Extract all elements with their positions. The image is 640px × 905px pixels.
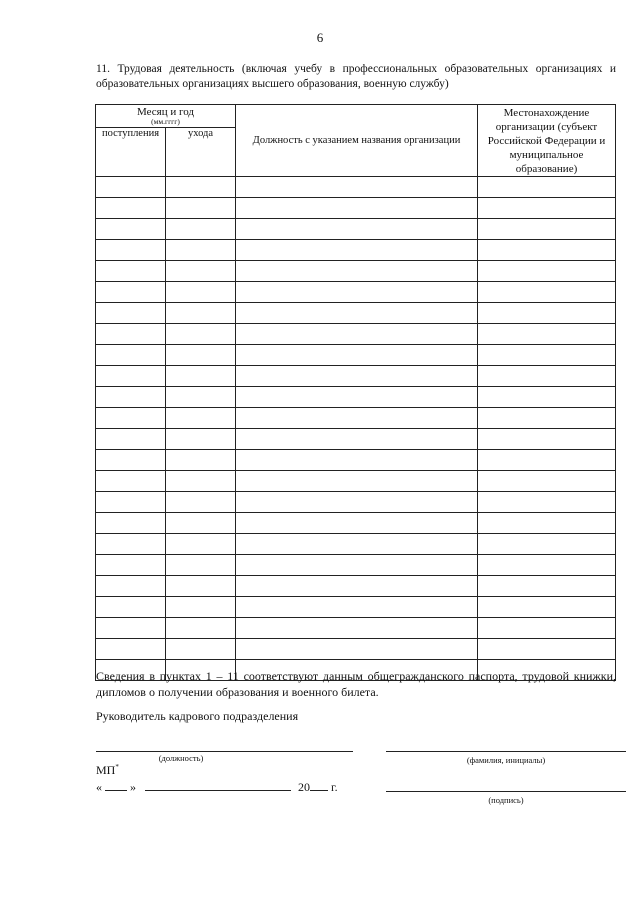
table-row	[96, 261, 616, 282]
location-cell[interactable]	[478, 534, 616, 555]
location-cell[interactable]	[478, 219, 616, 240]
end-date-cell[interactable]	[166, 261, 236, 282]
table-row	[96, 345, 616, 366]
position-cell[interactable]	[236, 513, 478, 534]
work-history-table	[95, 104, 616, 681]
location-cell[interactable]	[478, 303, 616, 324]
year-blank[interactable]	[310, 780, 328, 791]
end-date-cell[interactable]	[166, 282, 236, 303]
location-cell[interactable]	[478, 597, 616, 618]
location-cell[interactable]	[478, 429, 616, 450]
start-date-cell[interactable]	[96, 198, 166, 219]
location-cell[interactable]	[478, 576, 616, 597]
start-date-cell[interactable]	[96, 345, 166, 366]
position-cell[interactable]	[236, 261, 478, 282]
position-cell[interactable]	[236, 429, 478, 450]
location-cell[interactable]	[478, 387, 616, 408]
end-date-cell[interactable]	[166, 618, 236, 639]
location-cell[interactable]	[478, 555, 616, 576]
start-date-cell[interactable]	[96, 450, 166, 471]
start-date-cell[interactable]	[96, 639, 166, 660]
table-row	[96, 471, 616, 492]
date-close-quote: »	[130, 780, 136, 794]
table-row	[96, 618, 616, 639]
table-row	[96, 324, 616, 345]
position-cell[interactable]	[236, 282, 478, 303]
location-cell[interactable]	[478, 177, 616, 198]
signature-caption: (подпись)	[488, 795, 524, 805]
location-cell[interactable]	[478, 471, 616, 492]
year-prefix: 20	[298, 780, 310, 794]
end-date-cell[interactable]	[166, 387, 236, 408]
table-row	[96, 366, 616, 387]
end-date-cell[interactable]	[166, 219, 236, 240]
seal-label	[96, 763, 119, 778]
position-cell[interactable]	[236, 597, 478, 618]
location-cell[interactable]	[478, 408, 616, 429]
table-row	[96, 303, 616, 324]
end-date-cell[interactable]	[166, 324, 236, 345]
position-cell[interactable]	[236, 450, 478, 471]
end-date-cell[interactable]	[166, 198, 236, 219]
location-cell[interactable]	[478, 261, 616, 282]
position-cell[interactable]	[236, 177, 478, 198]
start-date-cell[interactable]	[96, 555, 166, 576]
position-cell[interactable]	[236, 618, 478, 639]
statement-text: Сведения в пунктах 1 – 11 соответствуют данным общегражданского паспорта, трудовой книжки, дипломов о получении образования и военного билета.	[96, 669, 616, 699]
end-date-cell[interactable]	[166, 597, 236, 618]
start-date-cell[interactable]	[96, 366, 166, 387]
start-date-cell[interactable]	[96, 429, 166, 450]
end-date-cell[interactable]	[166, 576, 236, 597]
end-date-cell[interactable]	[166, 429, 236, 450]
end-date-cell[interactable]	[166, 408, 236, 429]
position-cell[interactable]	[236, 471, 478, 492]
start-date-cell[interactable]	[96, 261, 166, 282]
location-cell[interactable]	[478, 282, 616, 303]
start-date-cell[interactable]	[96, 177, 166, 198]
end-date-cell[interactable]	[166, 639, 236, 660]
table-row	[96, 513, 616, 534]
location-cell[interactable]	[478, 324, 616, 345]
end-date-cell[interactable]	[166, 450, 236, 471]
position-cell[interactable]	[236, 492, 478, 513]
position-cell[interactable]	[236, 576, 478, 597]
section-heading: 11. Трудовая деятельность (включая учебу в профессиональных образовательных организациях и образовательных организациях высшего образования, военную службу)	[96, 63, 616, 90]
position-cell[interactable]	[236, 387, 478, 408]
start-date-cell[interactable]	[96, 408, 166, 429]
location-cell[interactable]	[478, 198, 616, 219]
start-date-cell[interactable]	[96, 597, 166, 618]
end-date-cell[interactable]	[166, 177, 236, 198]
start-date-cell[interactable]	[96, 324, 166, 345]
end-date-cell[interactable]	[166, 534, 236, 555]
position-cell[interactable]	[236, 345, 478, 366]
position-cell[interactable]	[236, 366, 478, 387]
table-row	[96, 387, 616, 408]
table-row	[96, 639, 616, 660]
start-date-cell[interactable]	[96, 282, 166, 303]
date-open-quote: «	[96, 780, 102, 794]
position-cell[interactable]	[236, 324, 478, 345]
table-row	[96, 555, 616, 576]
month-year-label: Месяц и год	[136, 105, 195, 118]
date-line	[96, 780, 338, 795]
position-cell[interactable]	[236, 303, 478, 324]
start-date-cell[interactable]	[96, 576, 166, 597]
page-number: 6	[316, 30, 324, 45]
location-cell[interactable]	[478, 240, 616, 261]
table-row	[96, 177, 616, 198]
position-cell[interactable]	[236, 219, 478, 240]
table-row	[96, 429, 616, 450]
start-date-cell[interactable]	[96, 618, 166, 639]
position-header: Должность с указанием названия организации	[236, 105, 478, 177]
table-body	[96, 177, 616, 681]
table-row	[96, 198, 616, 219]
end-date-cell[interactable]	[166, 492, 236, 513]
seal-footnote-mark: *	[115, 763, 119, 771]
start-date-cell[interactable]	[96, 513, 166, 534]
seal-text: МП	[96, 763, 116, 777]
end-date-cell[interactable]	[166, 555, 236, 576]
position-cell[interactable]	[236, 408, 478, 429]
year-suffix: г.	[331, 780, 338, 794]
table-row	[96, 219, 616, 240]
table-row	[96, 576, 616, 597]
position-cell[interactable]	[236, 534, 478, 555]
name-line[interactable]	[386, 751, 626, 752]
start-date-cell[interactable]	[96, 219, 166, 240]
location-cell[interactable]	[478, 618, 616, 639]
month-year-format-hint: (мм.гггг)	[151, 116, 180, 126]
end-date-cell[interactable]	[166, 240, 236, 261]
table-row	[96, 450, 616, 471]
start-date-cell[interactable]	[96, 471, 166, 492]
table-row	[96, 282, 616, 303]
position-cell[interactable]	[236, 240, 478, 261]
position-line[interactable]	[96, 751, 353, 752]
end-date-header: ухода	[166, 128, 236, 177]
table-row	[96, 597, 616, 618]
hr-head-label: Руководитель кадрового подразделения	[96, 709, 299, 723]
end-date-cell[interactable]	[166, 471, 236, 492]
month-blank[interactable]	[145, 780, 291, 791]
position-cell[interactable]	[236, 555, 478, 576]
position-caption: (должность)	[158, 753, 204, 763]
start-date-cell[interactable]	[96, 387, 166, 408]
position-cell[interactable]	[236, 198, 478, 219]
location-cell[interactable]	[478, 639, 616, 660]
location-cell[interactable]	[478, 513, 616, 534]
name-caption: (фамилия, инициалы)	[466, 755, 546, 765]
end-date-cell[interactable]	[166, 513, 236, 534]
position-cell[interactable]	[236, 639, 478, 660]
location-cell[interactable]	[478, 345, 616, 366]
signature-line[interactable]	[386, 791, 626, 792]
location-header: Местонахождение организации (субъект Российской Федерации и муниципальное образование)	[478, 105, 616, 177]
start-date-header: поступления	[96, 128, 166, 177]
start-date-cell[interactable]	[96, 303, 166, 324]
start-date-cell[interactable]	[96, 534, 166, 555]
end-date-cell[interactable]	[166, 303, 236, 324]
table-row	[96, 408, 616, 429]
start-date-cell[interactable]	[96, 492, 166, 513]
table-row	[96, 492, 616, 513]
location-cell[interactable]	[478, 366, 616, 387]
table-row	[96, 534, 616, 555]
start-date-cell[interactable]	[96, 240, 166, 261]
end-date-cell[interactable]	[166, 366, 236, 387]
end-date-cell[interactable]	[166, 345, 236, 366]
location-cell[interactable]	[478, 492, 616, 513]
location-cell[interactable]	[478, 450, 616, 471]
day-blank[interactable]	[105, 780, 127, 791]
table-row	[96, 240, 616, 261]
month-year-header	[96, 105, 236, 128]
